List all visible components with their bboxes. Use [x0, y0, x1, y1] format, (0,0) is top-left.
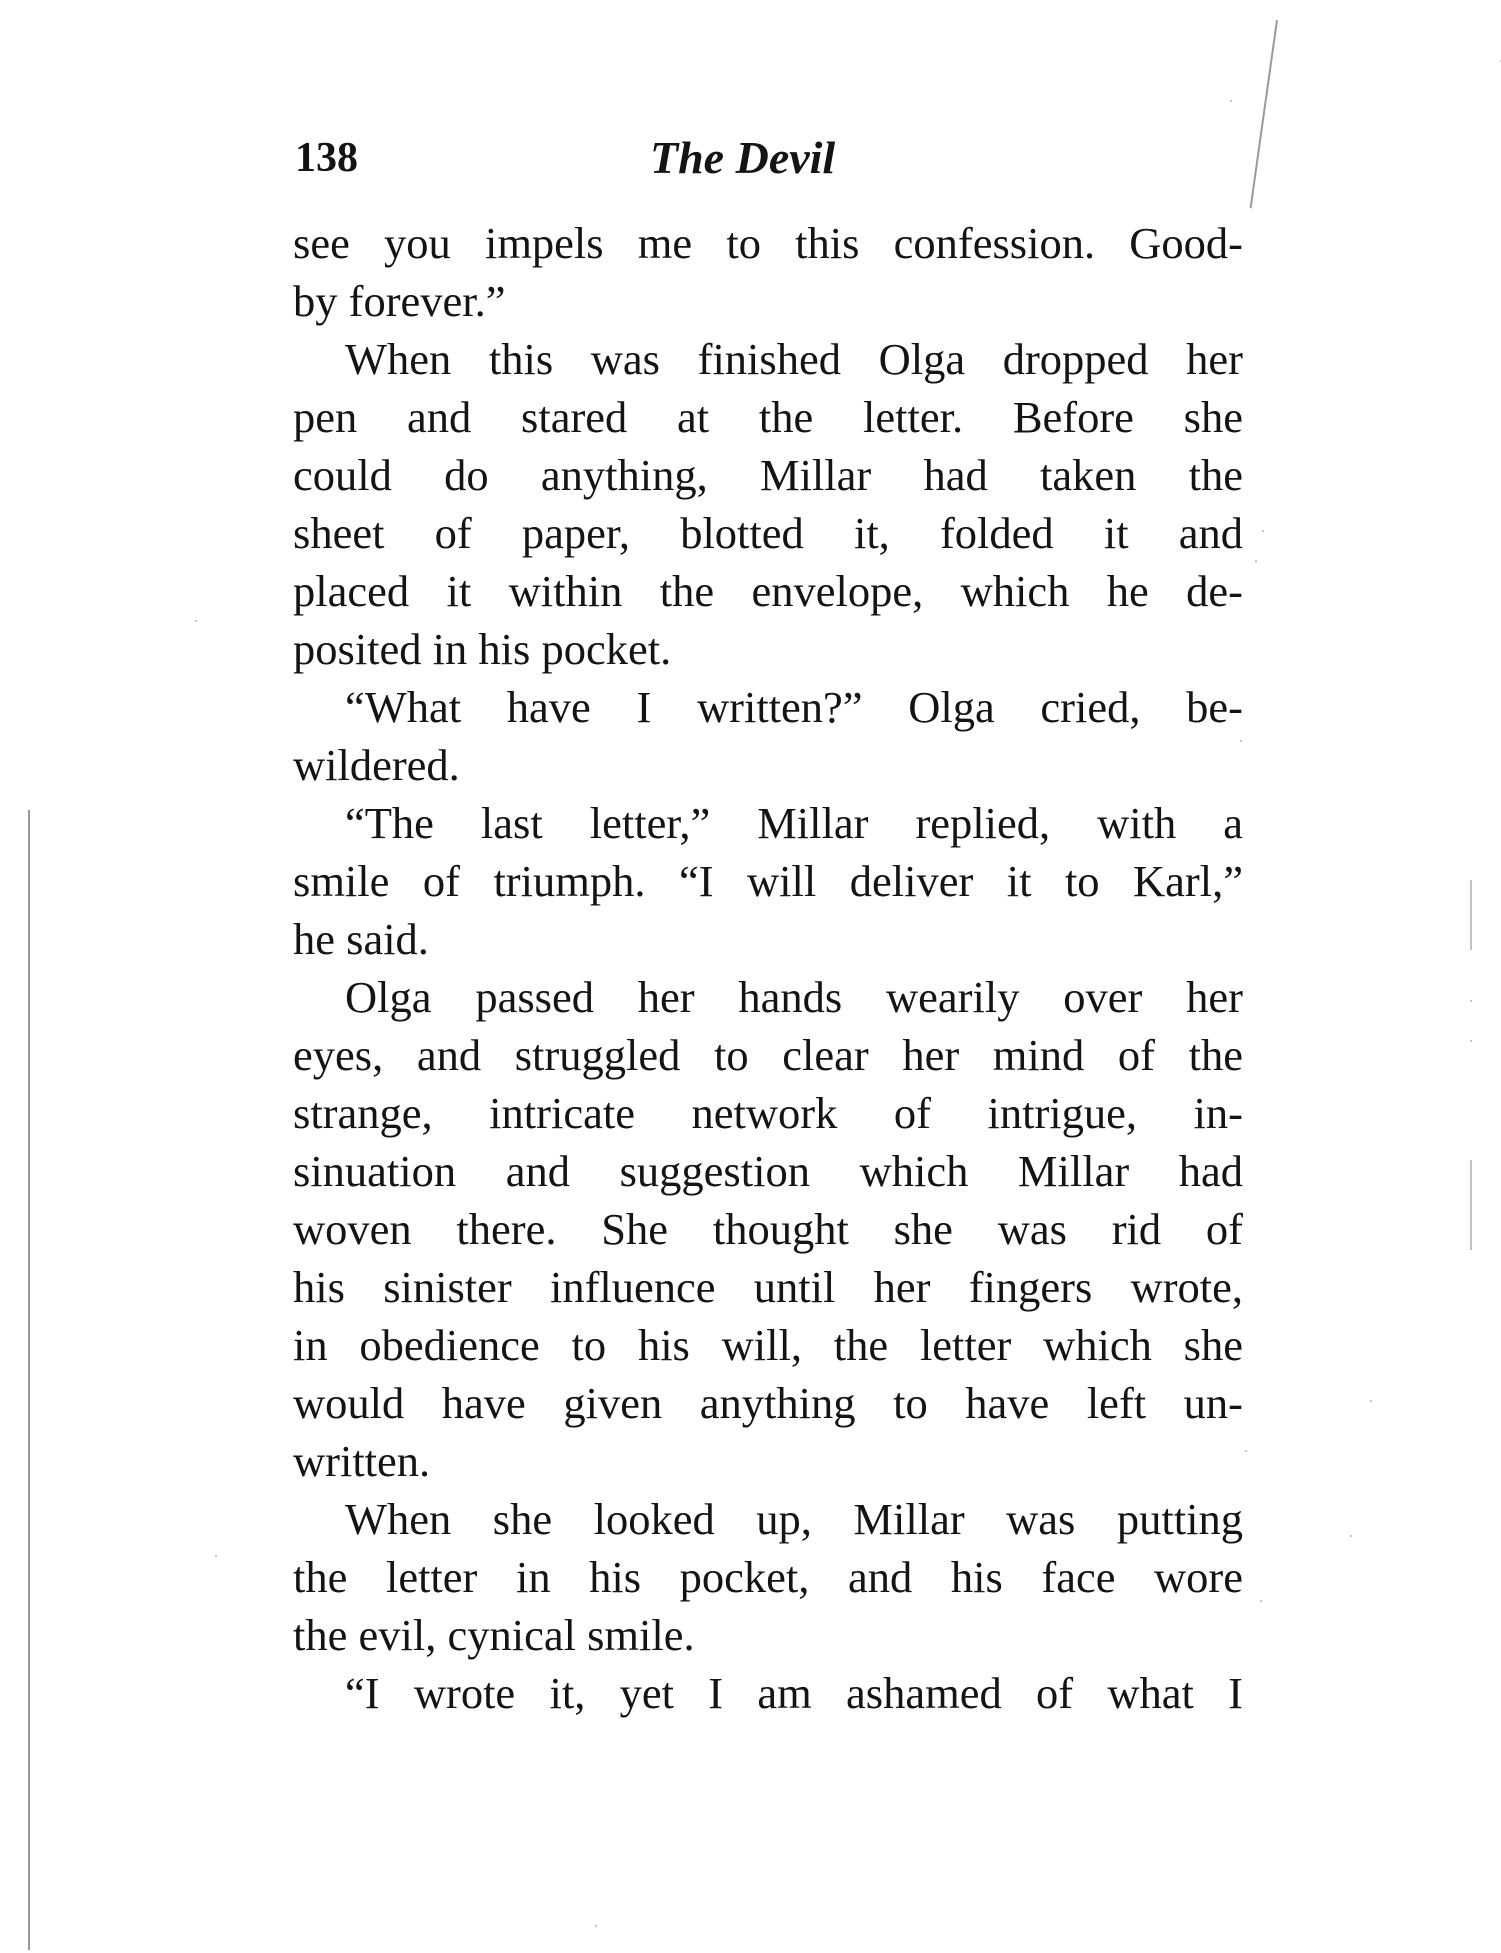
- text-line: would have given anything to have left un-: [293, 1378, 1243, 1428]
- text-line: pen and stared at the letter. Before she: [293, 392, 1243, 442]
- text-line: smile of triumph. “I will deliver it to Karl,”: [293, 856, 1243, 906]
- text-line: written.: [293, 1436, 431, 1486]
- text-line: the evil, cynical smile.: [293, 1610, 695, 1660]
- text-line: wildered.: [293, 740, 460, 790]
- text-line: his sinister influence until her fingers wrote,: [293, 1262, 1243, 1312]
- body-text: [293, 214, 1243, 1722]
- text-line: When this was finished Olga dropped her: [345, 334, 1243, 384]
- text-line: eyes, and struggled to clear her mind of the: [293, 1030, 1243, 1080]
- text-line: “What have I written?” Olga cried, be-: [345, 682, 1243, 732]
- running-head: [295, 128, 1245, 188]
- text-line: Olga passed her hands wearily over her: [345, 972, 1243, 1022]
- right-margin-tick: [1470, 1160, 1472, 1250]
- text-line: strange, intricate network of intrigue, in-: [293, 1088, 1243, 1138]
- text-line: by forever.”: [293, 276, 506, 326]
- text-line: placed it within the envelope, which he de-: [293, 566, 1243, 616]
- text-line: When she looked up, Millar was putting: [345, 1494, 1243, 1544]
- running-title: The Devil: [650, 132, 836, 183]
- text-line: sheet of paper, blotted it, folded it and: [293, 508, 1243, 558]
- text-line: sinuation and suggestion which Millar had: [293, 1146, 1243, 1196]
- text-line: posited in his pocket.: [293, 624, 672, 674]
- left-edge-line: [28, 810, 30, 1950]
- text-line: “I wrote it, yet I am ashamed of what I: [345, 1668, 1243, 1718]
- text-line: “The last letter,” Millar replied, with a: [345, 798, 1243, 848]
- right-margin-tick: [1470, 880, 1472, 950]
- text-line: could do anything, Millar had taken the: [293, 450, 1243, 500]
- text-line: in obedience to his will, the letter which she: [293, 1320, 1243, 1370]
- right-margin-stroke: [1250, 20, 1278, 208]
- text-line: woven there. She thought she was rid of: [293, 1204, 1243, 1254]
- text-line: he said.: [293, 914, 429, 964]
- text-line: the letter in his pocket, and his face wore: [293, 1552, 1243, 1602]
- page-number: 138: [295, 135, 358, 181]
- text-line: see you impels me to this confession. Good-: [293, 218, 1243, 268]
